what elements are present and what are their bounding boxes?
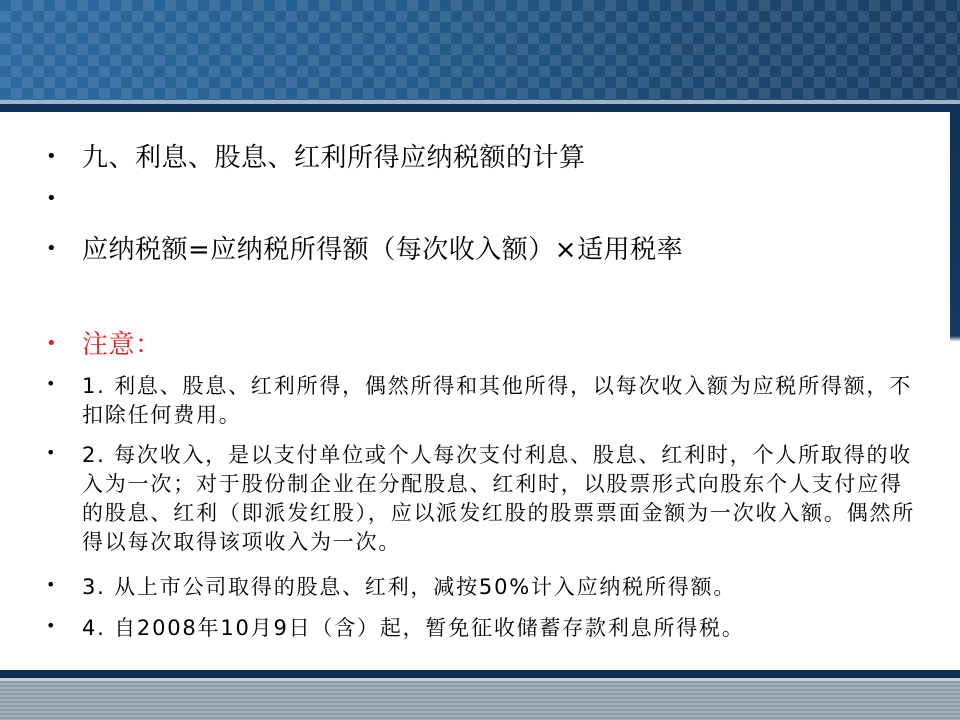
note-text: 3. 从上市公司取得的股息、红利，减按50%计入应纳税所得额。 <box>82 575 737 599</box>
bullet-icon: • <box>46 188 57 209</box>
formula-text: 应纳税额=应纳税所得额（每次收入额）×适用税率 <box>82 235 684 265</box>
bullet-icon: • <box>46 146 57 167</box>
note-text: 1. 利息、股息、红利所得，偶然所得和其他所得，以每次收入额为应税所得额，不扣除任何费用。 <box>82 374 913 427</box>
note-heading: 注意： <box>82 330 162 360</box>
note-text: 4. 自2008年10月9日（含）起，暂免征收储蓄存款利息所得税。 <box>82 616 745 640</box>
bullet-icon: • <box>46 333 57 354</box>
bullet-icon: • <box>46 616 56 635</box>
bullet-icon: • <box>46 575 56 594</box>
bullet-icon: • <box>46 443 56 462</box>
footer-band <box>0 681 960 720</box>
bullet-icon: • <box>46 374 56 393</box>
footer-rule-dark <box>0 670 960 678</box>
slide-title: 九、利息、股息、红利所得应纳税额的计算 <box>82 143 586 173</box>
bullet-icon: • <box>46 238 57 259</box>
note-text: 2. 每次收入，是以支付单位或个人每次支付利息、股息、红利时，个人所取得的收入为一次；对于股份制企业在分配股息、红利时，以股票形式向股东个人支付应得的股息、红利（即派发红股），应以派发红股的股票票面金额为一次收入额。偶然所得以每次取得该项收入为一次。 <box>82 443 916 554</box>
